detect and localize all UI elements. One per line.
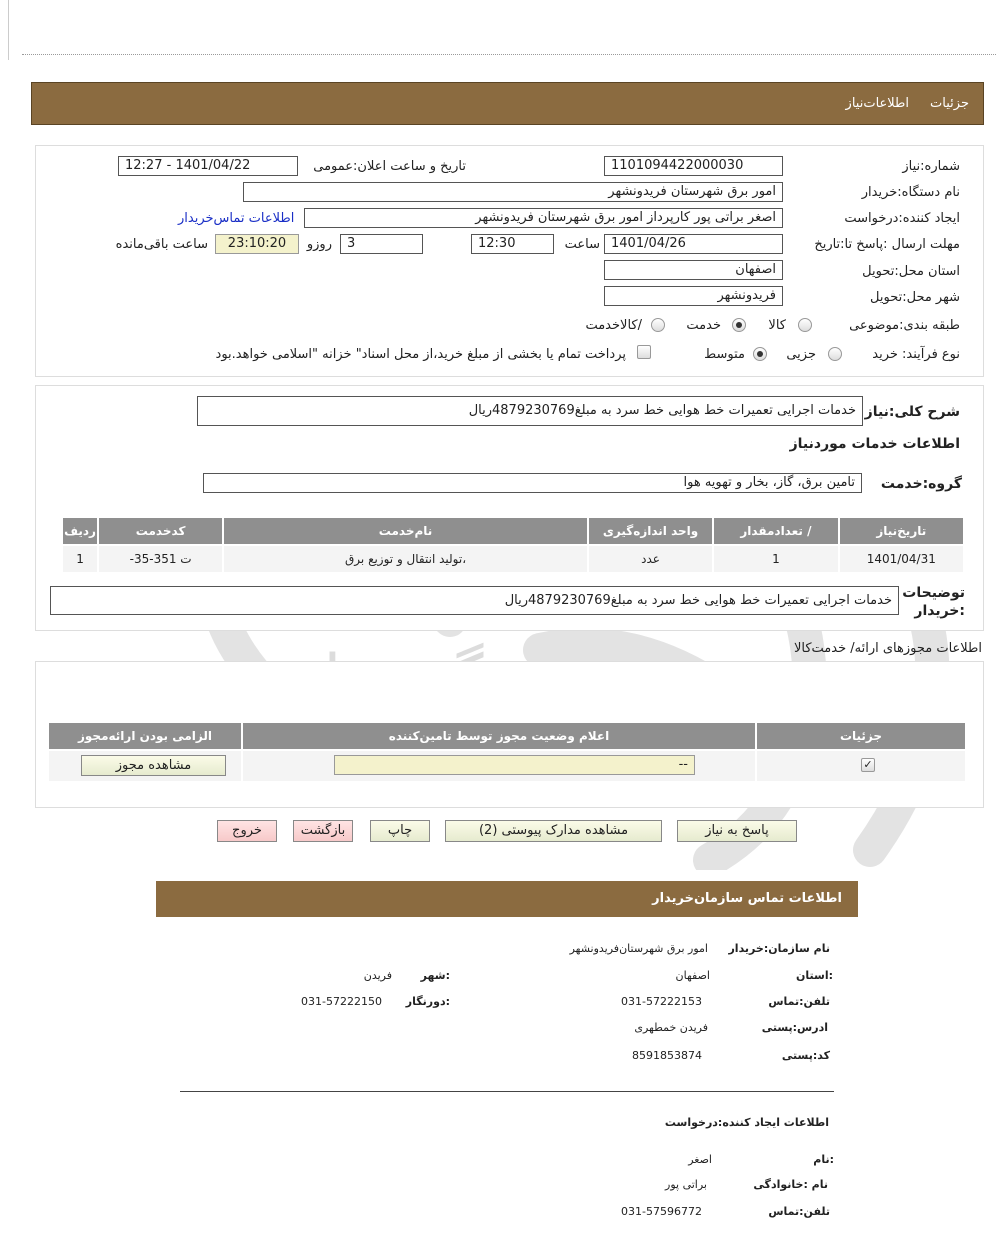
description-field: خدمات اجرایی تعمیرات خط هوایی خط سرد به مبلغ4879230769ریال	[197, 396, 863, 426]
permits-table-header	[49, 723, 965, 749]
deadline-time-label: ساعت	[564, 237, 600, 252]
col-quantity: / تعدادمقدار	[714, 518, 837, 544]
need-info-panel	[35, 145, 984, 377]
city-label: شهر محل:تحویل	[870, 290, 960, 305]
process-label: نوع فرآیند: خرید	[872, 347, 960, 362]
creator-section-title: اطلاعات ایجاد کننده:درخواست	[664, 1116, 829, 1129]
contact-phone-value: 031-57222153	[621, 995, 702, 1008]
province-label: استان محل:تحویل	[862, 264, 960, 279]
permits-title: اطلاعات مجوزهای ارائه/ خدمت‌کالا	[793, 641, 982, 656]
col-row: ردیف	[63, 518, 97, 544]
col-permit-status: اعلام وضعیت مجوز توسط تامین‌کننده	[243, 723, 755, 749]
category-service-label: خدمت	[686, 318, 721, 333]
service-group-field: تامین برق، گاز، بخار و تهویه هوا	[203, 473, 862, 493]
category-service-radio[interactable]	[732, 318, 746, 332]
buyer-notes-label-2: :خریدار	[914, 603, 965, 619]
creator-family-value: براتی پور	[665, 1178, 707, 1191]
deadline-date-field: 1401/04/26	[604, 234, 783, 254]
deadline-time-field: 12:30	[471, 234, 554, 254]
buyer-org-field: امور برق شهرستان فریدونشهر	[243, 182, 783, 202]
contact-city-label: :شهر	[420, 969, 450, 982]
days-field: 3	[340, 234, 423, 254]
process-medium-radio[interactable]	[753, 347, 767, 361]
reply-button[interactable]: پاسخ به نیاز	[677, 820, 797, 842]
table-row	[63, 546, 963, 572]
requester-label: ایجاد کننده:درخواست	[844, 211, 960, 226]
creator-name-value: اصغر	[688, 1153, 712, 1166]
contact-fax-label: :دورنگار	[405, 995, 450, 1008]
buyer-notes-field: خدمات اجرایی تعمیرات خط هوایی خط سرد به مبلغ4879230769ریال	[50, 586, 899, 615]
contact-province-value: اصفهان	[675, 969, 710, 982]
category-goods-label: کالا	[768, 318, 786, 333]
contact-section-title: اطلاعات تماس سازمان‌خریدار	[652, 891, 842, 906]
cell-need-date: 1401/04/31	[840, 546, 963, 572]
process-medium-label: متوسط	[704, 347, 745, 362]
tab-details[interactable]: جزئیات	[930, 96, 969, 111]
contact-divider	[180, 1091, 834, 1092]
col-need-date: تاریخ‌نیاز	[840, 518, 963, 544]
services-title: اطلاعات خدمات موردنیاز	[789, 436, 960, 452]
deadline-label: مهلت ارسال :پاسخ تا:تاریخ	[814, 237, 960, 252]
col-service-code: کدخدمت	[99, 518, 222, 544]
contact-fax-value: 031-57222150	[301, 995, 382, 1008]
contact-phone-label: تلفن:تماس	[768, 995, 830, 1008]
cell-row: 1	[63, 546, 97, 572]
creator-phone-label: تلفن:تماس	[768, 1205, 830, 1218]
contact-province-label: :استان	[796, 969, 833, 982]
col-service-name: نام‌خدمت	[224, 518, 587, 544]
page-header-bar	[31, 82, 984, 125]
contact-postal-label: کد:پستی	[781, 1049, 830, 1062]
left-border-line	[8, 0, 9, 60]
remaining-time-field: 23:10:20	[215, 234, 299, 254]
top-dotted-divider	[22, 54, 996, 55]
contact-city-value: فریدن	[363, 969, 392, 982]
col-details: جزئیات	[757, 723, 965, 749]
contact-postal-value: 8591853874	[632, 1049, 702, 1062]
buyer-notes-label-1: توضیحات	[902, 585, 965, 601]
creator-name-label: :نام	[813, 1153, 834, 1166]
category-goods-service-label: /کالاخدمت	[585, 318, 642, 333]
back-button[interactable]: بازگشت	[293, 820, 353, 842]
attachments-button[interactable]: مشاهده مدارک پیوستی (2)	[445, 820, 662, 842]
announce-field: 1401/04/22 - 12:27	[118, 156, 298, 176]
contact-org-value: امور برق شهرستان‌فریدونشهر	[569, 942, 708, 955]
category-label: طبقه بندی:موضوعی	[849, 318, 960, 333]
requester-field: اصغر براتی پور کارپرداز امور برق شهرستان فریدونشهر	[304, 208, 783, 228]
permit-status-field: --	[334, 755, 695, 775]
days-label: روزو	[306, 237, 332, 252]
process-partial-label: جزیی	[786, 347, 816, 362]
services-table-header	[63, 518, 963, 544]
announce-label: تاریخ و ساعت اعلان:عمومی	[313, 159, 466, 174]
buyer-org-label: نام دستگاه:خریدار	[861, 185, 960, 200]
services-table	[61, 516, 965, 574]
tab-need-info[interactable]: اطلاعات‌نیاز	[845, 96, 909, 111]
col-unit: واحد اندازه‌گیری	[589, 518, 712, 544]
treasury-payment-note: پرداخت تمام یا بخشی از مبلغ خرید،از محل اسناد" خزانه "اسلامی خواهد.بود	[215, 347, 626, 362]
contact-org-label: نام سازمان:خریدار	[728, 942, 830, 955]
need-number-field: 1101094422000030	[604, 156, 783, 176]
need-number-label: شماره:نیاز	[902, 159, 960, 174]
buyer-contact-link[interactable]: اطلاعات تماس‌خریدار	[178, 211, 295, 226]
province-field: اصفهان	[604, 260, 783, 280]
exit-button[interactable]: خروج	[217, 820, 277, 842]
cell-service-name: ،تولید انتقال و توزیع برق	[224, 546, 587, 572]
view-permit-button[interactable]: مشاهده مجوز	[81, 755, 226, 776]
contact-address-value: فریدن خمطهری	[634, 1021, 708, 1034]
contact-address-label: ادرس:پستی	[761, 1021, 828, 1034]
category-goods-service-radio[interactable]	[651, 318, 665, 332]
category-goods-radio[interactable]	[798, 318, 812, 332]
description-label: شرح کلی:نیاز	[864, 404, 960, 420]
permit-required-checkbox[interactable]: ✓	[861, 758, 875, 772]
creator-phone-value: 031-57596772	[621, 1205, 702, 1218]
col-permit-required: الزامی بودن ارائه‌مجوز	[49, 723, 241, 749]
cell-unit: عدد	[589, 546, 712, 572]
process-partial-radio[interactable]	[828, 347, 842, 361]
print-button[interactable]: چاپ	[370, 820, 430, 842]
cell-quantity: 1	[714, 546, 837, 572]
creator-family-label: نام :خانوادگی	[753, 1178, 828, 1191]
cell-service-code: ت 351-35-	[99, 546, 222, 572]
city-field: فریدونشهر	[604, 286, 783, 306]
treasury-payment-checkbox[interactable]	[637, 345, 651, 359]
remaining-time-label: ساعت باقی‌مانده	[115, 237, 208, 252]
service-group-label: گروه:خدمت	[880, 476, 962, 492]
contact-section-header	[156, 881, 858, 917]
